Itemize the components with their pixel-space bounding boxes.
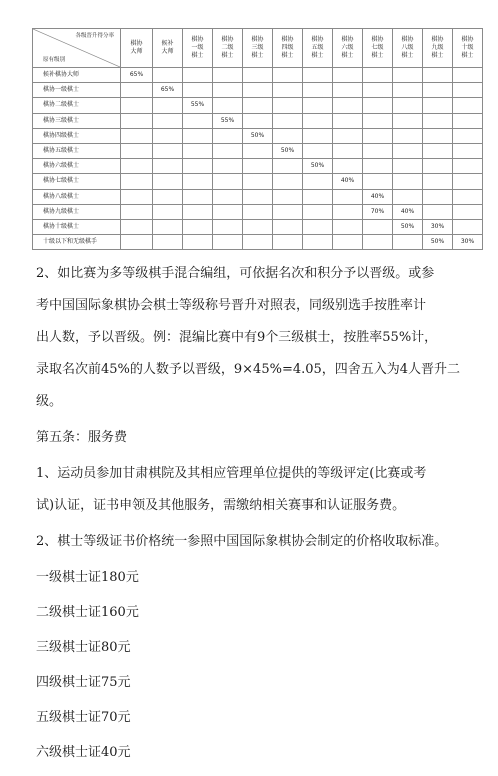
column-header: 棋协 五级 棋士 — [303, 29, 333, 68]
table-cell — [213, 219, 243, 234]
paragraph-line: 出人数，予以晋级。例：混编比赛中有9个三级棋士，按胜率55%计， — [36, 330, 438, 345]
table-cell — [273, 204, 303, 219]
table-cell — [393, 159, 423, 174]
table-cell — [333, 128, 363, 143]
row-label: 棋协十级棋士 — [33, 219, 121, 234]
table-cell — [363, 174, 393, 189]
table-cell: 50% — [393, 219, 423, 234]
fee-line: 四级棋士证75元 — [36, 675, 131, 690]
table-cell — [393, 68, 423, 83]
table-cell: 70% — [363, 204, 393, 219]
table-cell — [153, 204, 183, 219]
table-cell — [303, 204, 333, 219]
paragraph-line: 录取名次前45%的人数予以晋级，9×45%=4.05，四舍五入为4人晋升二 — [36, 362, 461, 377]
table-cell — [183, 189, 213, 204]
table-cell: 40% — [393, 204, 423, 219]
table-cell — [453, 204, 483, 219]
column-header: 棋协 一级 棋士 — [183, 29, 213, 68]
paragraph-line: 考中国国际象棋协会棋士等级称号晋升对照表，同级别选手按胜率计 — [36, 298, 427, 313]
column-header: 棋协 七级 棋士 — [363, 29, 393, 68]
table-cell — [121, 235, 153, 250]
row-label: 候补棋协大师 — [33, 68, 121, 83]
table-cell — [363, 143, 393, 158]
table-cell — [183, 68, 213, 83]
table-cell — [423, 98, 453, 113]
table-cell — [303, 235, 333, 250]
table-cell: 55% — [213, 113, 243, 128]
table-cell — [333, 113, 363, 128]
column-header: 棋协 十级 棋士 — [453, 29, 483, 68]
table-cell — [393, 189, 423, 204]
table-cell — [183, 83, 213, 98]
table-cell — [273, 159, 303, 174]
table-cell — [121, 174, 153, 189]
table-cell — [393, 83, 423, 98]
table-cell — [273, 83, 303, 98]
table-cell — [153, 235, 183, 250]
column-header: 棋协 六级 棋士 — [333, 29, 363, 68]
table-cell — [363, 98, 393, 113]
table-cell — [393, 128, 423, 143]
column-header: 棋协 八级 棋士 — [393, 29, 423, 68]
column-header: 候补 大师 — [153, 29, 183, 68]
row-label: 十级以下和无级棋手 — [33, 235, 121, 250]
table-cell — [303, 83, 333, 98]
table-corner-cell — [33, 29, 121, 68]
table-cell — [213, 143, 243, 158]
table-cell — [423, 68, 453, 83]
table-cell — [183, 204, 213, 219]
table-cell — [423, 83, 453, 98]
fee-line: 三级棋士证80元 — [36, 640, 131, 655]
table-row — [33, 159, 483, 174]
table-cell — [273, 174, 303, 189]
table-cell — [213, 68, 243, 83]
table-cell — [333, 235, 363, 250]
row-label: 棋协一级棋士 — [33, 83, 121, 98]
table-cell — [243, 174, 273, 189]
table-cell — [243, 143, 273, 158]
table-cell — [183, 113, 213, 128]
table-cell — [153, 189, 183, 204]
table-cell — [153, 68, 183, 83]
table-cell — [393, 174, 423, 189]
table-cell — [453, 143, 483, 158]
table-cell: 65% — [121, 68, 153, 83]
row-label: 棋协八级棋士 — [33, 189, 121, 204]
table-cell — [273, 189, 303, 204]
table-cell: 30% — [453, 235, 483, 250]
table-cell — [213, 159, 243, 174]
row-label: 棋协七级棋士 — [33, 174, 121, 189]
column-header: 棋协 四级 棋士 — [273, 29, 303, 68]
table-cell: 50% — [423, 235, 453, 250]
table-cell — [423, 128, 453, 143]
table-cell — [121, 113, 153, 128]
table-cell — [303, 98, 333, 113]
row-label: 棋协九级棋士 — [33, 204, 121, 219]
table-cell — [213, 83, 243, 98]
table-cell — [363, 159, 393, 174]
paragraph-line: 2、棋士等级证书价格统一参照中国国际象棋协会制定的价格收取标准。 — [36, 534, 448, 549]
table-cell — [273, 68, 303, 83]
table-cell — [243, 98, 273, 113]
table-row — [33, 113, 483, 128]
table-cell — [183, 174, 213, 189]
table-cell — [183, 219, 213, 234]
table-row — [33, 128, 483, 143]
table-cell — [303, 189, 333, 204]
fee-line: 六级棋士证40元 — [36, 745, 131, 760]
row-label: 棋协五级棋士 — [33, 143, 121, 158]
table-cell — [213, 235, 243, 250]
paragraph-line: 1、运动员参加甘肃棋院及其相应管理单位提供的等级评定(比赛或考 — [36, 466, 427, 481]
table-cell — [121, 128, 153, 143]
table-row — [33, 143, 483, 158]
table-header-row — [33, 29, 483, 68]
table-cell — [393, 98, 423, 113]
table-cell — [333, 143, 363, 158]
table-cell — [453, 68, 483, 83]
table-cell — [333, 83, 363, 98]
table-cell — [213, 204, 243, 219]
table-cell — [243, 219, 273, 234]
table-cell — [213, 98, 243, 113]
table-cell — [153, 128, 183, 143]
paragraph-line: 2、如比赛为多等级棋手混合编组，可依据名次和积分予以晋级。或参 — [36, 266, 435, 281]
table-row — [33, 189, 483, 204]
table-cell — [363, 128, 393, 143]
table-cell — [153, 113, 183, 128]
corner-top-label: 各级晋升得分率 — [75, 33, 114, 39]
row-label: 棋协六级棋士 — [33, 159, 121, 174]
row-label: 棋协四级棋士 — [33, 128, 121, 143]
table-row — [33, 219, 483, 234]
table-cell — [121, 204, 153, 219]
table-cell — [453, 174, 483, 189]
table-cell — [121, 143, 153, 158]
corner-bottom-label: 原有级别 — [43, 57, 66, 63]
column-header: 棋协 大师 — [121, 29, 153, 68]
table-cell — [273, 235, 303, 250]
table-cell — [453, 98, 483, 113]
table-cell — [453, 83, 483, 98]
article-heading: 第五条：服务费 — [36, 430, 128, 445]
table-cell — [393, 235, 423, 250]
table-cell — [243, 68, 273, 83]
table-cell — [363, 235, 393, 250]
table-cell: 50% — [303, 159, 333, 174]
table-cell — [183, 143, 213, 158]
table-cell: 40% — [333, 174, 363, 189]
table-cell — [453, 113, 483, 128]
table-cell — [423, 143, 453, 158]
row-label: 棋协三级棋士 — [33, 113, 121, 128]
table-cell — [333, 204, 363, 219]
table-cell — [423, 174, 453, 189]
table-cell — [303, 113, 333, 128]
table-cell — [121, 219, 153, 234]
table-row — [33, 68, 483, 83]
table-cell — [363, 219, 393, 234]
column-header: 棋协 九级 棋士 — [423, 29, 453, 68]
table-cell — [243, 83, 273, 98]
table-cell — [183, 235, 213, 250]
table-cell: 55% — [183, 98, 213, 113]
table-cell — [273, 128, 303, 143]
table-cell — [423, 189, 453, 204]
table-cell — [121, 83, 153, 98]
column-header: 棋协 二级 棋士 — [213, 29, 243, 68]
table-cell — [243, 189, 273, 204]
paragraph-line: 试)认证，证书申领及其他服务，需缴纳相关赛事和认证服务费。 — [36, 498, 406, 513]
table-cell — [393, 143, 423, 158]
fee-line: 五级棋士证70元 — [36, 710, 131, 725]
table-cell — [423, 159, 453, 174]
table-cell — [423, 204, 453, 219]
table-cell — [273, 219, 303, 234]
table-cell — [213, 189, 243, 204]
table-cell — [121, 189, 153, 204]
table-row — [33, 174, 483, 189]
fee-line: 二级棋士证160元 — [36, 605, 139, 620]
table-cell — [333, 189, 363, 204]
table-cell — [453, 159, 483, 174]
table-cell — [333, 98, 363, 113]
table-cell: 50% — [243, 128, 273, 143]
table-cell — [243, 235, 273, 250]
table-cell — [243, 204, 273, 219]
table-cell — [273, 113, 303, 128]
table-cell: 30% — [423, 219, 453, 234]
table-cell — [303, 143, 333, 158]
table-cell — [273, 98, 303, 113]
table-cell — [423, 113, 453, 128]
table-row — [33, 83, 483, 98]
table-cell: 50% — [273, 143, 303, 158]
table-cell — [453, 219, 483, 234]
table-cell — [303, 68, 333, 83]
table-cell: 40% — [363, 189, 393, 204]
table-cell — [213, 128, 243, 143]
paragraph-line: 级。 — [36, 394, 63, 409]
table-row — [33, 204, 483, 219]
table-cell — [183, 128, 213, 143]
fee-line: 一级棋士证180元 — [36, 570, 139, 585]
table-cell — [303, 219, 333, 234]
table-cell — [453, 128, 483, 143]
table-row — [33, 98, 483, 113]
table-cell — [333, 219, 363, 234]
table-cell: 65% — [153, 83, 183, 98]
table-cell — [121, 159, 153, 174]
table-cell — [153, 219, 183, 234]
table-cell — [153, 159, 183, 174]
table-cell — [363, 113, 393, 128]
grade-promotion-table — [32, 28, 483, 250]
table-cell — [153, 143, 183, 158]
table-cell — [243, 159, 273, 174]
table-cell — [363, 83, 393, 98]
row-label: 棋协二级棋士 — [33, 98, 121, 113]
table-cell — [121, 98, 153, 113]
table-cell — [393, 113, 423, 128]
table-row — [33, 235, 483, 250]
column-header: 棋协 三级 棋士 — [243, 29, 273, 68]
table-cell — [153, 174, 183, 189]
table-cell — [243, 113, 273, 128]
table-cell — [333, 159, 363, 174]
table-cell — [183, 159, 213, 174]
grade-promotion-table-container — [32, 28, 483, 250]
table-cell — [363, 68, 393, 83]
table-cell — [303, 128, 333, 143]
table-cell — [213, 174, 243, 189]
table-cell — [153, 98, 183, 113]
table-cell — [303, 174, 333, 189]
table-cell — [333, 68, 363, 83]
table-cell — [453, 189, 483, 204]
